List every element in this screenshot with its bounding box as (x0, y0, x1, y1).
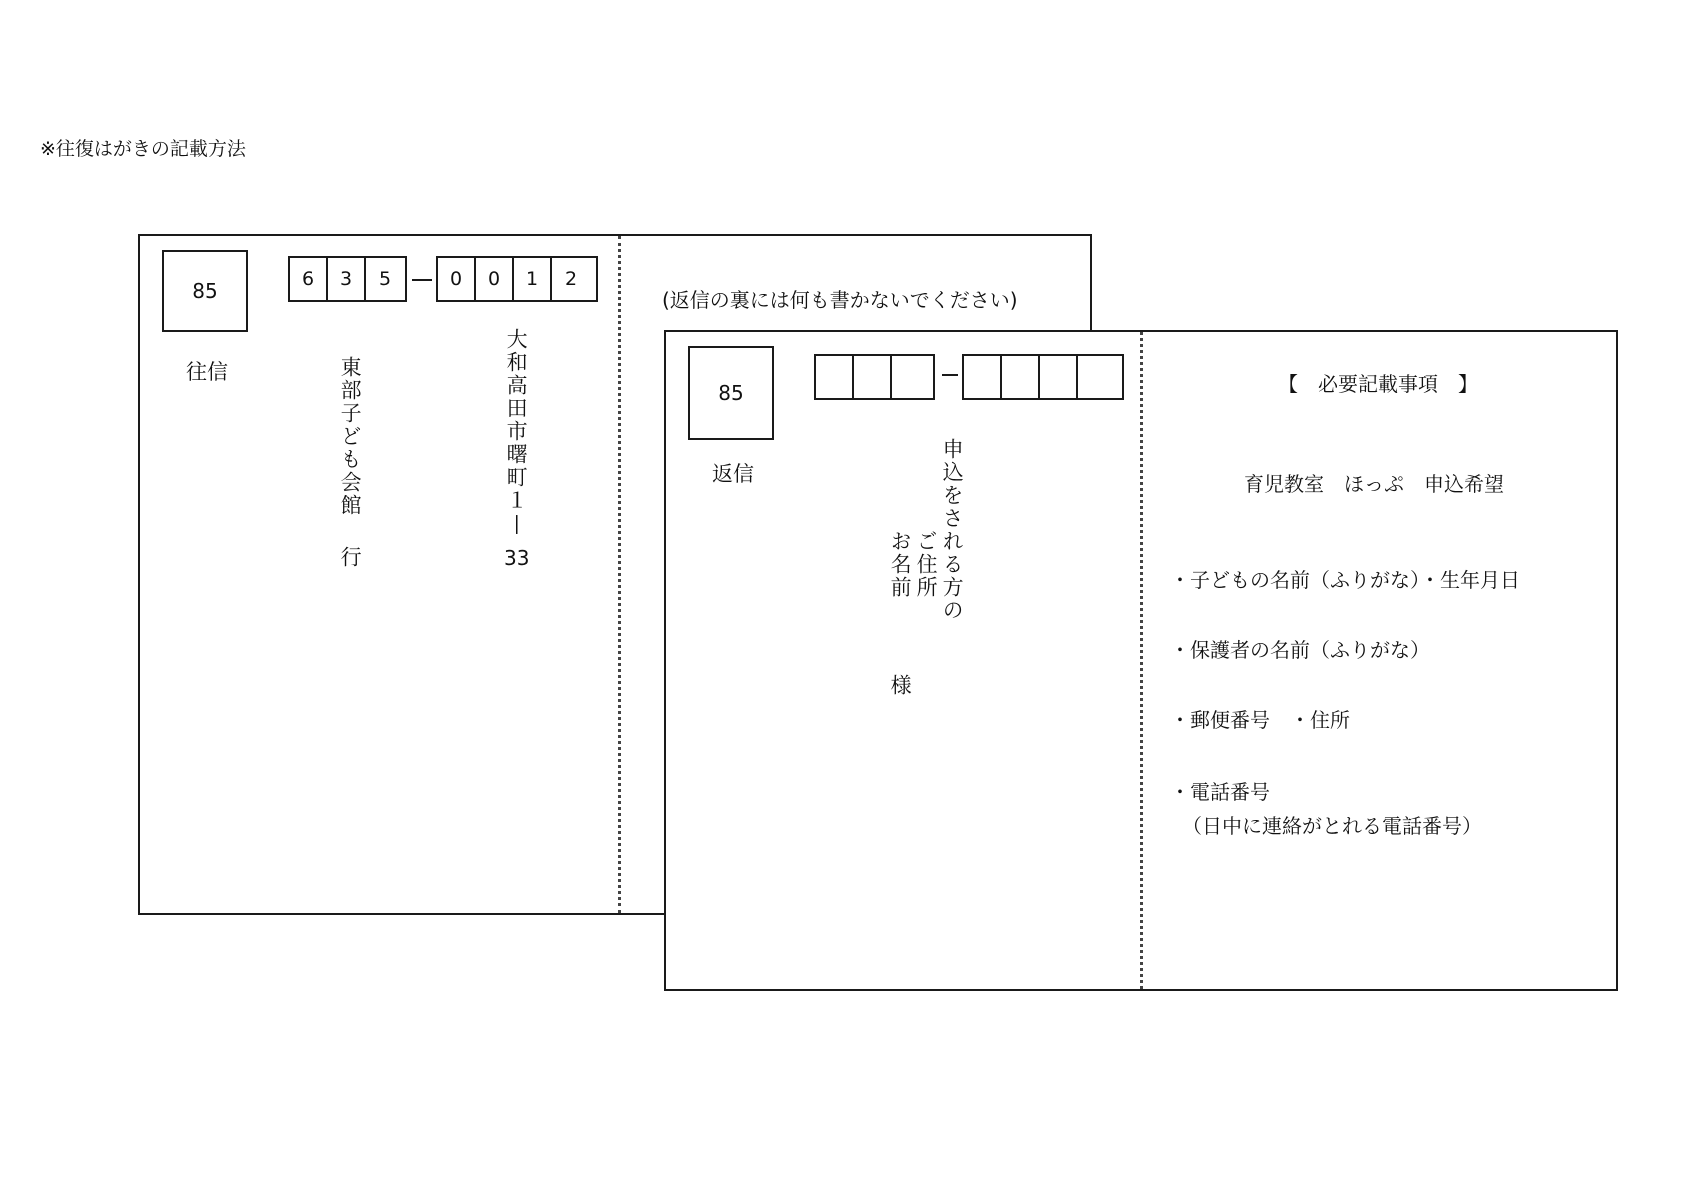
postal-digit (854, 356, 892, 398)
postal-digit: 5 (378, 268, 392, 290)
applicant-address-column: 申込をされる方の (940, 438, 965, 622)
postal-dash (942, 374, 958, 376)
stamp-box (162, 250, 248, 332)
address-number: 33 (504, 546, 530, 570)
postal-code-right (962, 354, 1124, 400)
stamp-value: 85 (718, 381, 744, 405)
postal-code-right (436, 256, 598, 302)
postal-digit: 0 (476, 258, 514, 300)
required-item: ・郵便番号 ・住所 (1170, 708, 1350, 732)
stamp-box (688, 346, 774, 440)
postal-digit (1002, 356, 1040, 398)
program-name: 育児教室 ほっぷ 申込希望 (1244, 472, 1504, 496)
stamp-value: 85 (192, 279, 218, 303)
applicant-name-column: お名前 (888, 530, 913, 599)
recipient-name: 東部子ども会館 (338, 356, 363, 517)
postal-code-left (288, 256, 407, 302)
postal-code-left (814, 354, 935, 400)
postal-digit (892, 356, 930, 398)
required-item: ・保護者の名前（ふりがな） (1170, 638, 1430, 662)
postal-digit (1040, 356, 1078, 398)
required-items-title: 【 必要記載事項 】 (1278, 372, 1478, 396)
reply-label: 返信 (712, 462, 754, 486)
recipient-address: 大和高田市曙町１ (504, 328, 529, 512)
postal-digit (816, 356, 854, 398)
postal-digit: 1 (514, 258, 552, 300)
required-item: ・子どもの名前（ふりがな）・生年月日 (1170, 568, 1520, 592)
required-item: ・電話番号 (1170, 780, 1270, 804)
reply-card (664, 330, 1618, 991)
postal-digit: 3 (328, 258, 366, 300)
required-item-note: （日中に連絡がとれる電話番号） (1182, 814, 1482, 838)
postal-digit: 6 (290, 258, 328, 300)
instruction-note: ※往復はがきの記載方法 (40, 138, 246, 160)
reply-back-note: (返信の裏には何も書かないでください) (662, 288, 1018, 312)
card-fold-divider (618, 236, 621, 913)
postal-digit: 2 (564, 268, 578, 290)
honorific: 様 (888, 674, 913, 697)
postal-digit: 0 (438, 258, 476, 300)
address-dash: — (506, 514, 531, 537)
postal-digit (964, 356, 1002, 398)
postal-digit (1078, 356, 1116, 398)
outgoing-label: 往信 (186, 360, 228, 384)
card-fold-divider (1140, 332, 1143, 989)
recipient-suffix: 行 (338, 546, 363, 569)
postal-dash (412, 279, 432, 281)
applicant-address-column-2: ご住所 (914, 530, 939, 599)
